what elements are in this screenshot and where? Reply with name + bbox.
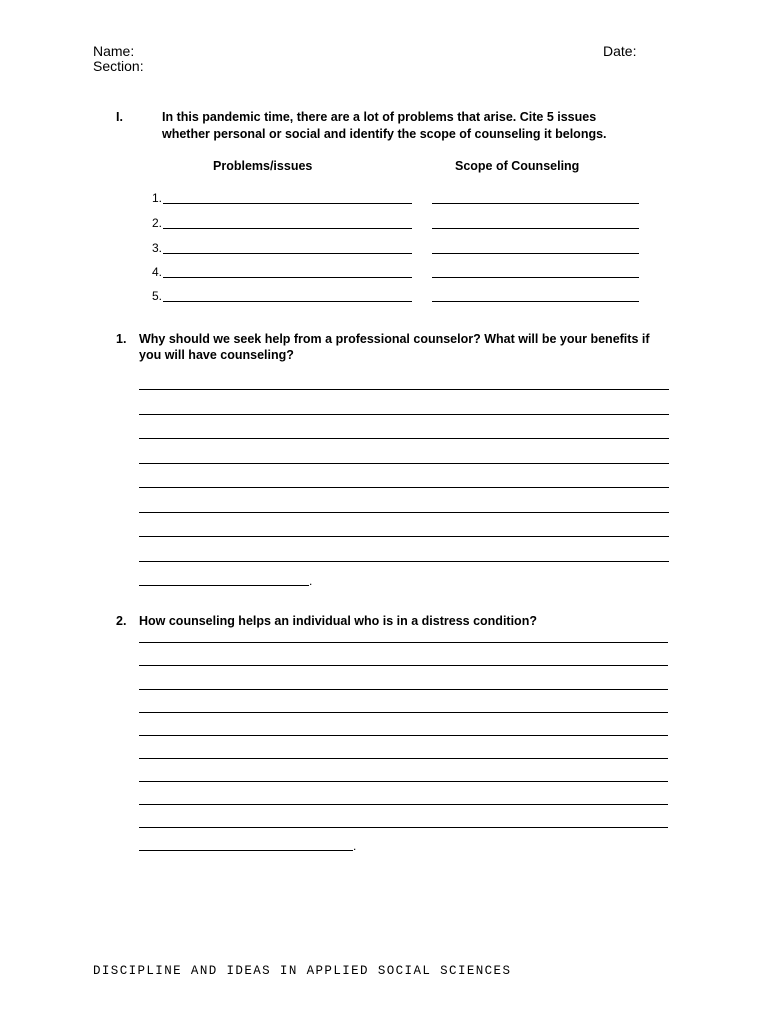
answer-line[interactable] <box>139 665 668 666</box>
problem-answer-line[interactable] <box>163 253 412 254</box>
answer-end-mark: . <box>309 574 313 588</box>
section-label: Section: <box>93 58 144 74</box>
answer-line[interactable] <box>139 561 669 562</box>
answer-line[interactable] <box>139 781 668 782</box>
problem-answer-line[interactable] <box>163 228 412 229</box>
answer-line[interactable] <box>139 804 668 805</box>
issue-number: 2. <box>152 216 163 230</box>
footer-title: DISCIPLINE AND IDEAS IN APPLIED SOCIAL SCIENCES <box>93 964 512 978</box>
answer-line[interactable] <box>139 642 668 643</box>
answer-line[interactable] <box>139 758 668 759</box>
answer-line-short[interactable] <box>139 850 353 851</box>
scope-answer-line[interactable] <box>432 253 639 254</box>
name-label: Name: <box>93 43 135 59</box>
problem-answer-line[interactable] <box>163 277 412 278</box>
answer-line[interactable] <box>139 438 669 439</box>
answer-line-short[interactable] <box>139 585 309 586</box>
question-1-text-line1: Why should we seek help from a professional counselor? What will be your benefits if <box>139 332 650 346</box>
problem-answer-line[interactable] <box>163 301 412 302</box>
answer-line[interactable] <box>139 389 669 390</box>
issue-number: 1. <box>152 191 163 205</box>
scope-answer-line[interactable] <box>432 277 639 278</box>
answer-line[interactable] <box>139 414 669 415</box>
answer-end-mark: . <box>353 839 357 853</box>
scope-answer-line[interactable] <box>432 228 639 229</box>
answer-line[interactable] <box>139 463 669 464</box>
date-label: Date: <box>603 43 637 59</box>
part-one-instruction-line1: In this pandemic time, there are a lot of problems that arise. Cite 5 issues <box>162 110 597 124</box>
question-1-text-line2: you will have counseling? <box>139 348 294 362</box>
scope-answer-line[interactable] <box>432 301 639 302</box>
question-2-number: 2. <box>116 614 127 628</box>
answer-line[interactable] <box>139 712 668 713</box>
issue-number: 4. <box>152 265 163 279</box>
answer-line[interactable] <box>139 536 669 537</box>
answer-line[interactable] <box>139 689 668 690</box>
part-one-numeral: I. <box>116 110 123 124</box>
scope-answer-line[interactable] <box>432 203 639 204</box>
question-1-number: 1. <box>116 332 127 346</box>
problem-answer-line[interactable] <box>163 203 412 204</box>
part-one-instruction-line2: whether personal or social and identify the scope of counseling it belongs. <box>162 127 607 141</box>
column-header-scope: Scope of Counseling <box>455 159 580 173</box>
answer-line[interactable] <box>139 827 668 828</box>
column-header-problems: Problems/issues <box>213 159 313 173</box>
issue-number: 5. <box>152 289 163 303</box>
issue-number: 3. <box>152 241 163 255</box>
answer-line[interactable] <box>139 487 669 488</box>
answer-line[interactable] <box>139 512 669 513</box>
question-2-text: How counseling helps an individual who is in a distress condition? <box>139 614 537 628</box>
answer-line[interactable] <box>139 735 668 736</box>
